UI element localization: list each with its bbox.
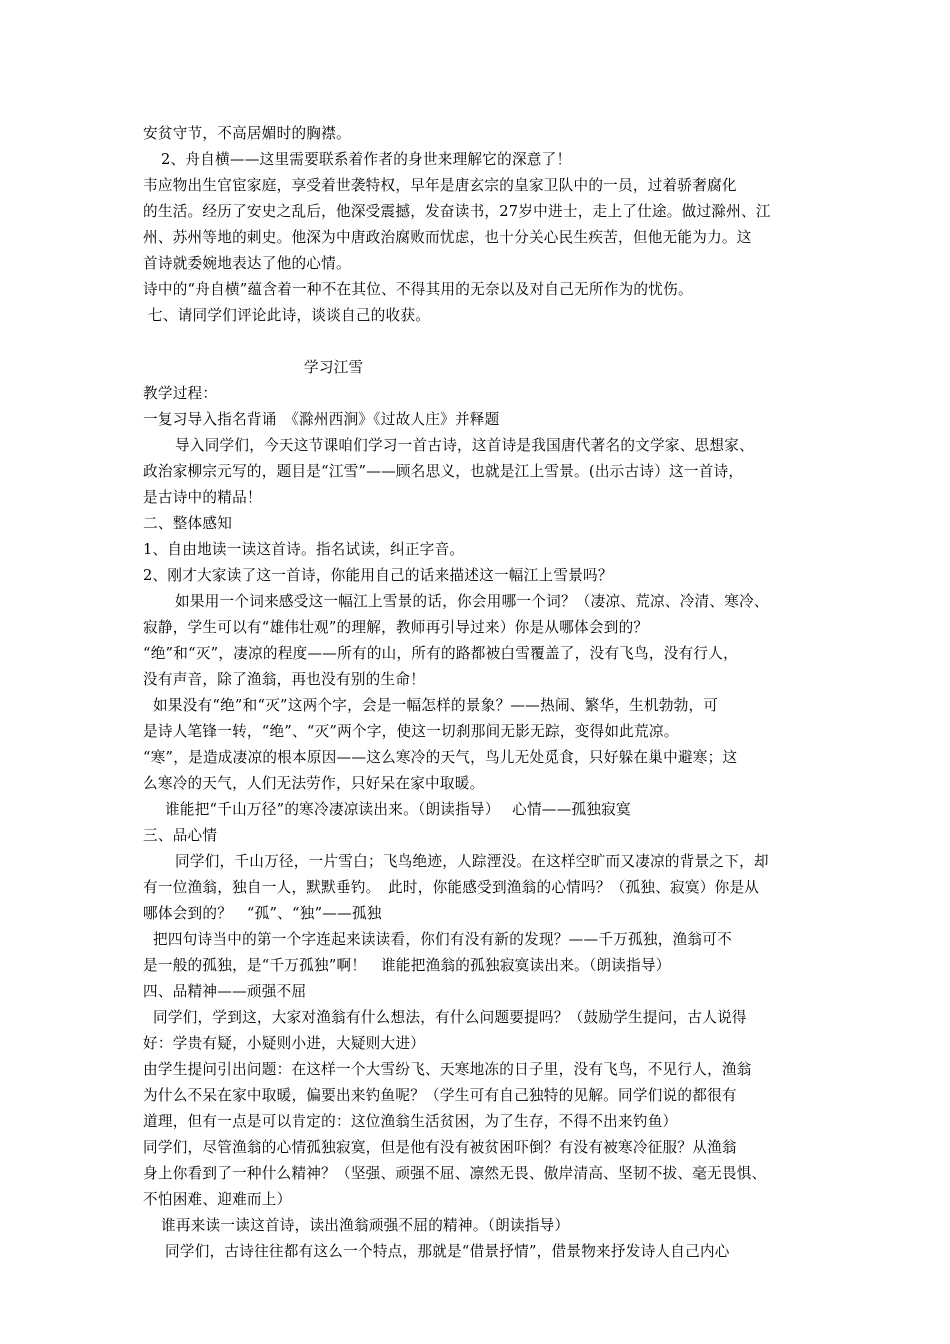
text-line: 如果用一个词来感受这一幅江上雪景的话，你会用哪一个词？（凄凉、荒凉、冷清、寒冷、 <box>175 593 769 610</box>
text-line: 寂静，学生可以有“雄伟壮观”的理解，教师再引导过来）你是从哪体会到的？ <box>143 619 649 636</box>
text-line: 同学们，古诗往往都有这么一个特点，那就是“借景抒情”，借景物来抒发诗人自己内心 <box>165 1243 730 1260</box>
text-line: 导入同学们，今天这节课咱们学习一首古诗，这首诗是我国唐代著名的文学家、思想家、 <box>175 437 754 454</box>
text-line: 是一般的孤独，是“千万孤独”啊！ 谁能把渔翁的孤独寂寞读出来。（朗读指导） <box>143 957 671 974</box>
text-line: 同学们，尽管渔翁的心情孤独寂寞，但是他有没有被贫困吓倒？有没有被寒冷征服？从渔翁 <box>143 1139 737 1156</box>
text-line: 么寒冷的天气，人们无法劳作，只好呆在家中取暖。 <box>143 775 485 792</box>
text-line: 一复习导入指名背诵 《滁州西涧》《过故人庄》并释题 <box>143 411 500 428</box>
text-line: 安贫守节，不高居媚时的胸襟。 <box>143 125 351 142</box>
text-line: 是古诗中的精品！ <box>143 489 262 506</box>
text-line: 同学们，千山万径，一片雪白；飞鸟绝迹，人踪湮没。在这样空旷而又凄凉的背景之下，却 <box>175 853 769 870</box>
text-line: 好：学贵有疑，小疑则小进，大疑则大进） <box>143 1035 426 1052</box>
text-line: 哪体会到的？ “孤”、“独”——孤独 <box>143 905 382 922</box>
text-line: 1、自由地读一读这首诗。指名试读，纠正字音。 <box>143 541 465 558</box>
text-line: 三、品心情 <box>143 827 218 844</box>
document-body <box>143 121 813 1265</box>
text-line: 四、品精神——顽强不屈 <box>143 983 307 1000</box>
text-line: 教学过程： <box>143 385 218 402</box>
text-line: 的生活。经历了安史之乱后，他深受震撼，发奋读书，27岁中进士，走上了仕途。做过滁州、江 <box>143 203 771 220</box>
text-line: 由学生提问引出问题：在这样一个大雪纷飞、天寒地冻的日子里，没有飞鸟，不见行人，渔翁 <box>143 1061 752 1078</box>
text-line: 首诗就委婉地表达了他的心情。 <box>143 255 351 272</box>
text-line: 同学们，学到这，大家对渔翁有什么想法，有什么问题要提吗？（鼓励学生提问，古人说得 <box>153 1009 747 1026</box>
text-line: 州、苏州等地的刺史。他深为中唐政治腐败而忧虑，也十分关心民生疾苦，但他无能为力。这 <box>143 229 752 246</box>
text-line: 是诗人笔锋一转，“绝”、“灭”两个字，使这一切刹那间无影无踪，变得如此荒凉。 <box>143 723 679 740</box>
text-line: 为什么不呆在家中取暖，偏要出来钓鱼呢？（学生可有自己独特的见解。同学们说的都很有 <box>143 1087 737 1104</box>
text-line: 谁再来读一读这首诗，读出渔翁顽强不屈的精神。（朗读指导） <box>161 1217 570 1234</box>
text-line: 2、刚才大家读了这一首诗，你能用自己的话来描述这一幅江上雪景吗？ <box>143 567 613 584</box>
blank-line <box>143 329 813 355</box>
text-line: 把四句诗当中的第一个字连起来读读看，你们有没有新的发现？——千万孤独，渔翁可不 <box>153 931 732 948</box>
text-line: 没有声音，除了渔翁，再也没有别的生命！ <box>143 671 426 688</box>
text-line: 诗中的“舟自横”蕴含着一种不在其位、不得其用的无奈以及对自己无所作为的忧伤。 <box>143 281 693 298</box>
text-line: 政治家柳宗元写的，题目是“江雪”——顾名思义，也就是江上雪景。(出示古诗）这一首诗， <box>143 463 744 480</box>
text-line: “绝”和“灭”，凄凉的程度——所有的山，所有的路都被白雪覆盖了，没有飞鸟，没有行人， <box>143 645 738 662</box>
text-line: “寒”，是造成凄凉的根本原因——这么寒冷的天气，鸟儿无处觅食，只好躲在巢中避寒；这 <box>143 749 738 766</box>
text-line: 有一位渔翁，独自一人，默默垂钓。 此时，你能感受到渔翁的心情吗？（孤独、寂寞）你是从 <box>143 879 760 896</box>
text-line: 谁能把“千山万径”的寒冷凄凉读出来。（朗读指导） 心情——孤独寂寞 <box>165 801 631 818</box>
text-line: 七、请同学们评论此诗，谈谈自己的收获。 <box>148 307 431 324</box>
text-line: 二、整体感知 <box>143 515 233 532</box>
section-title: 学习江雪 <box>304 359 364 376</box>
text-line: 2、舟自横——这里需要联系着作者的身世来理解它的深意了！ <box>161 151 572 168</box>
text-line: 不怕困难、迎难而上） <box>143 1191 292 1208</box>
text-line: 韦应物出生官宦家庭，享受着世袭特权，早年是唐玄宗的皇家卫队中的一员，过着骄奢腐化 <box>143 177 737 194</box>
text-line: 如果没有“绝”和“灭”这两个字，会是一幅怎样的景象？——热闹、繁华，生机勃勃，可 <box>153 697 719 714</box>
text-line: 身上你看到了一种什么精神？（坚强、顽强不屈、凛然无畏、傲岸清高、坚韧不拔、毫无畏惧、 <box>143 1165 767 1182</box>
text-line: 道理，但有一点是可以肯定的：这位渔翁生活贫困，为了生存，不得不出来钓鱼） <box>143 1113 678 1130</box>
